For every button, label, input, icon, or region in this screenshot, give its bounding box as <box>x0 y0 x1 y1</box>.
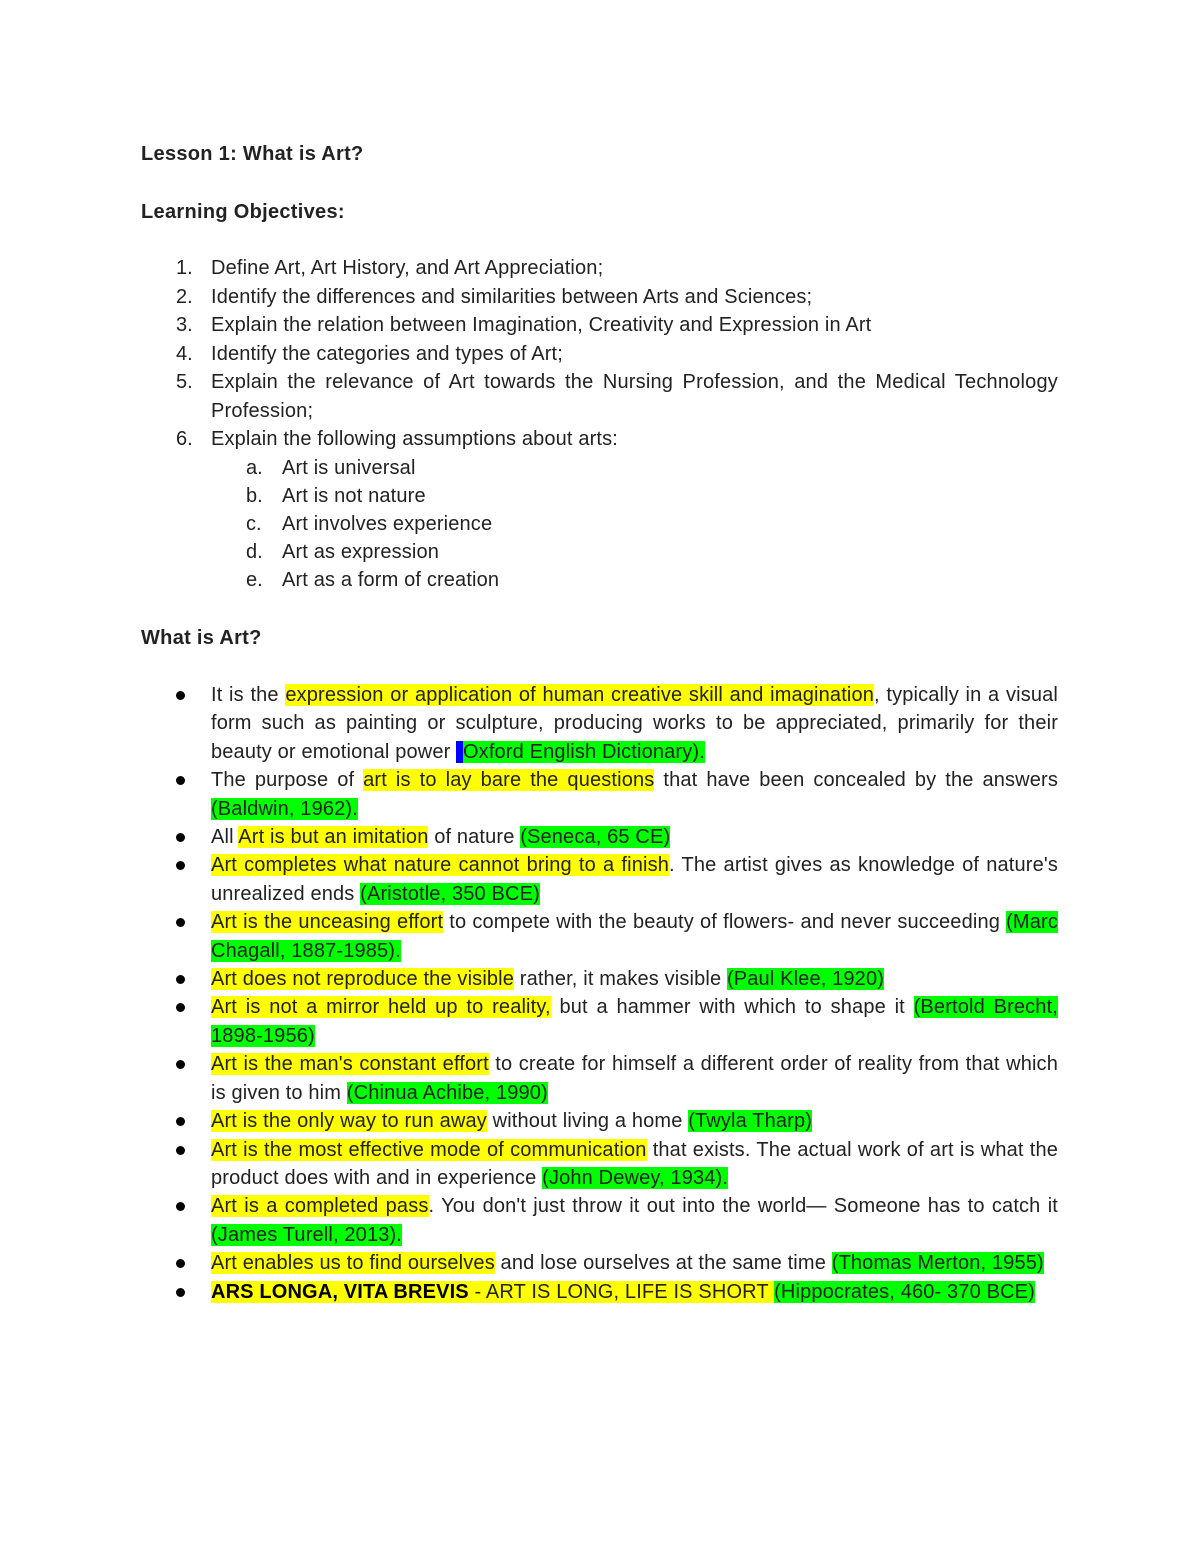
plain-text: . You don't just throw it out into the world— Someone has to catch it <box>428 1195 1058 1218</box>
plain-text: rather, it makes visible <box>514 968 727 991</box>
objective-item <box>0 311 1200 340</box>
assumption-letter: d. <box>246 541 263 564</box>
definition-text <box>211 851 1058 908</box>
assumption-item <box>0 510 1200 538</box>
bullet-icon <box>176 691 185 700</box>
definition-item <box>0 823 1200 851</box>
objective-text: Define Art, Art History, and Art Appreciation; <box>211 257 604 279</box>
bullet-icon <box>176 833 185 842</box>
definition-text <box>211 908 1058 965</box>
definition-item <box>0 1107 1200 1135</box>
assumption-item <box>0 482 1200 510</box>
citation: (Twyla Tharp) <box>688 1110 813 1133</box>
objective-item <box>0 425 1200 595</box>
citation: (Marc Chagall, 1887-1985). <box>211 911 1058 962</box>
highlight-mark: ( <box>456 740 463 763</box>
assumption-text: Art involves experience <box>282 512 493 535</box>
definition-text <box>211 823 1058 851</box>
assumption-letter: e. <box>246 569 263 592</box>
assumption-item <box>0 538 1200 566</box>
highlighted-phrase: Art is the only way to run away <box>211 1110 487 1133</box>
highlighted-phrase: Art does not reproduce the visible <box>211 968 515 991</box>
definition-item <box>0 965 1200 993</box>
bullet-icon <box>176 776 185 785</box>
objective-number: 3. <box>176 314 193 336</box>
assumption-text: Art as expression <box>282 541 440 564</box>
bullet-icon <box>176 1259 185 1268</box>
definition-item <box>0 1249 1200 1277</box>
plain-text: to compete with the beauty of flowers- and never succeeding <box>443 911 1007 934</box>
assumption-item <box>0 566 1200 594</box>
citation: (Thomas Merton, 1955) <box>831 1252 1044 1275</box>
definition-item <box>0 766 1200 823</box>
objective-number: 1. <box>176 257 193 279</box>
highlighted-phrase: art is to lay bare the questions <box>363 769 655 792</box>
objective-item <box>0 283 1200 312</box>
highlighted-phrase: Art is the man's constant effort <box>211 1053 489 1076</box>
plain-text: The purpose of <box>211 769 364 792</box>
plain-text: All <box>211 826 239 849</box>
definition-item <box>0 851 1200 908</box>
bullet-icon <box>176 1117 185 1126</box>
definition-item <box>0 908 1200 965</box>
citation: (Aristotle, 350 BCE) <box>360 882 540 905</box>
what-is-art-heading: What is Art? <box>141 627 262 649</box>
highlighted-phrase: Art is the unceasing effort <box>211 911 444 934</box>
citation: (James Turell, 2013). <box>211 1223 403 1246</box>
plain-text: to create for himself a different order of reality from that which is given to him <box>211 1053 1058 1104</box>
plain-text: without living a home <box>486 1110 689 1133</box>
objective-number: 6. <box>176 428 193 450</box>
assumption-letter: a. <box>246 456 263 479</box>
highlighted-phrase: Art is not a mirror held up to reality, <box>211 996 551 1019</box>
assumption-text: Art is universal <box>282 456 416 479</box>
definition-text <box>211 993 1058 1050</box>
definition-text <box>211 681 1058 766</box>
objective-number: 2. <box>176 285 193 308</box>
objective-number: 5. <box>176 371 193 393</box>
plain-text: that exists. The actual work of art is what the product does with and in experience <box>211 1138 1059 1189</box>
citation: Oxford English Dictionary). <box>462 740 705 763</box>
assumption-letter: b. <box>246 484 263 507</box>
assumptions-list <box>0 454 1200 595</box>
bullet-icon <box>176 918 185 927</box>
objectives-list <box>0 254 1200 595</box>
objective-text: Explain the relevance of Art towards the Nursing Profession, and the Medical Technology Profession; <box>211 371 1058 422</box>
objective-item <box>0 368 1200 425</box>
definition-item <box>0 1192 1200 1249</box>
assumption-letter: c. <box>246 512 262 535</box>
citation: (Hippocrates, 460- 370 BCE) <box>774 1280 1035 1303</box>
definition-text <box>211 1050 1058 1107</box>
objectives-heading: Learning Objectives: <box>141 201 345 223</box>
highlighted-phrase: Art completes what nature cannot bring to a finish <box>211 854 670 877</box>
definition-text <box>211 1136 1058 1193</box>
highlighted-phrase: - ART IS LONG, LIFE IS SHORT <box>468 1280 775 1303</box>
definition-text <box>211 1107 1058 1135</box>
citation: (John Dewey, 1934). <box>542 1166 729 1189</box>
assumption-text: Art as a form of creation <box>282 569 500 592</box>
definition-text <box>211 965 1058 993</box>
plain-text: but a hammer with which to shape it <box>550 996 914 1019</box>
objective-text: Explain the relation between Imagination, Creativity and Expression in Art <box>211 314 872 336</box>
highlighted-phrase: expression or application of human creative skill and imagination <box>285 684 875 706</box>
definition-text <box>211 1249 1058 1277</box>
highlighted-phrase: Art is a completed pass <box>211 1195 429 1218</box>
definition-item <box>0 1278 1200 1306</box>
bullet-icon <box>176 1146 185 1155</box>
assumption-text: Art is not nature <box>282 484 426 507</box>
highlighted-phrase: Art is the most effective mode of communication <box>211 1138 647 1161</box>
bullet-icon <box>176 1202 185 1211</box>
latin-phrase: ARS LONGA, VITA BREVIS <box>211 1280 469 1303</box>
definitions-list <box>0 681 1200 1306</box>
objective-item <box>0 340 1200 369</box>
plain-text: . The artist gives as knowledge of nature's unrealized ends <box>211 854 1058 905</box>
bullet-icon <box>176 861 185 870</box>
definition-item <box>0 681 1200 766</box>
objective-number: 4. <box>176 342 193 365</box>
definition-item <box>0 993 1200 1050</box>
citation: (Paul Klee, 1920) <box>726 968 885 991</box>
lesson-title: Lesson 1: What is Art? <box>141 143 364 165</box>
objective-text: Explain the following assumptions about arts: <box>211 428 618 450</box>
definition-item <box>0 1136 1200 1193</box>
objective-item <box>0 254 1200 283</box>
highlighted-phrase: Art enables us to find ourselves <box>211 1252 495 1275</box>
objective-text: Identify the differences and similarities between Arts and Sciences; <box>211 285 813 308</box>
bullet-icon <box>176 1288 185 1297</box>
definition-text <box>211 766 1058 823</box>
definition-text <box>211 1278 1058 1306</box>
bullet-icon <box>176 975 185 984</box>
plain-text: of nature <box>428 826 521 849</box>
plain-text: , typically in a visual form such as painting or sculpture, producing works to be appreciated, primarily for their beauty or emotional power <box>211 684 1058 763</box>
definition-item <box>0 1050 1200 1107</box>
highlighted-phrase: Art is but an imitation <box>238 826 429 849</box>
bullet-icon <box>176 1003 185 1012</box>
definition-text <box>211 1192 1058 1249</box>
objective-text: Identify the categories and types of Art; <box>211 342 563 365</box>
plain-text: It is the <box>211 684 286 706</box>
bullet-icon <box>176 1060 185 1069</box>
citation: (Baldwin, 1962). <box>211 797 358 820</box>
plain-text: and lose ourselves at the same time <box>494 1252 832 1275</box>
citation: (Bertold Brecht, 1898-1956) <box>211 996 1058 1047</box>
assumption-item <box>0 454 1200 482</box>
citation: (Seneca, 65 CE) <box>520 826 671 849</box>
citation: (Chinua Achibe, 1990) <box>346 1081 548 1104</box>
plain-text: that have been concealed by the answers <box>654 769 1058 792</box>
